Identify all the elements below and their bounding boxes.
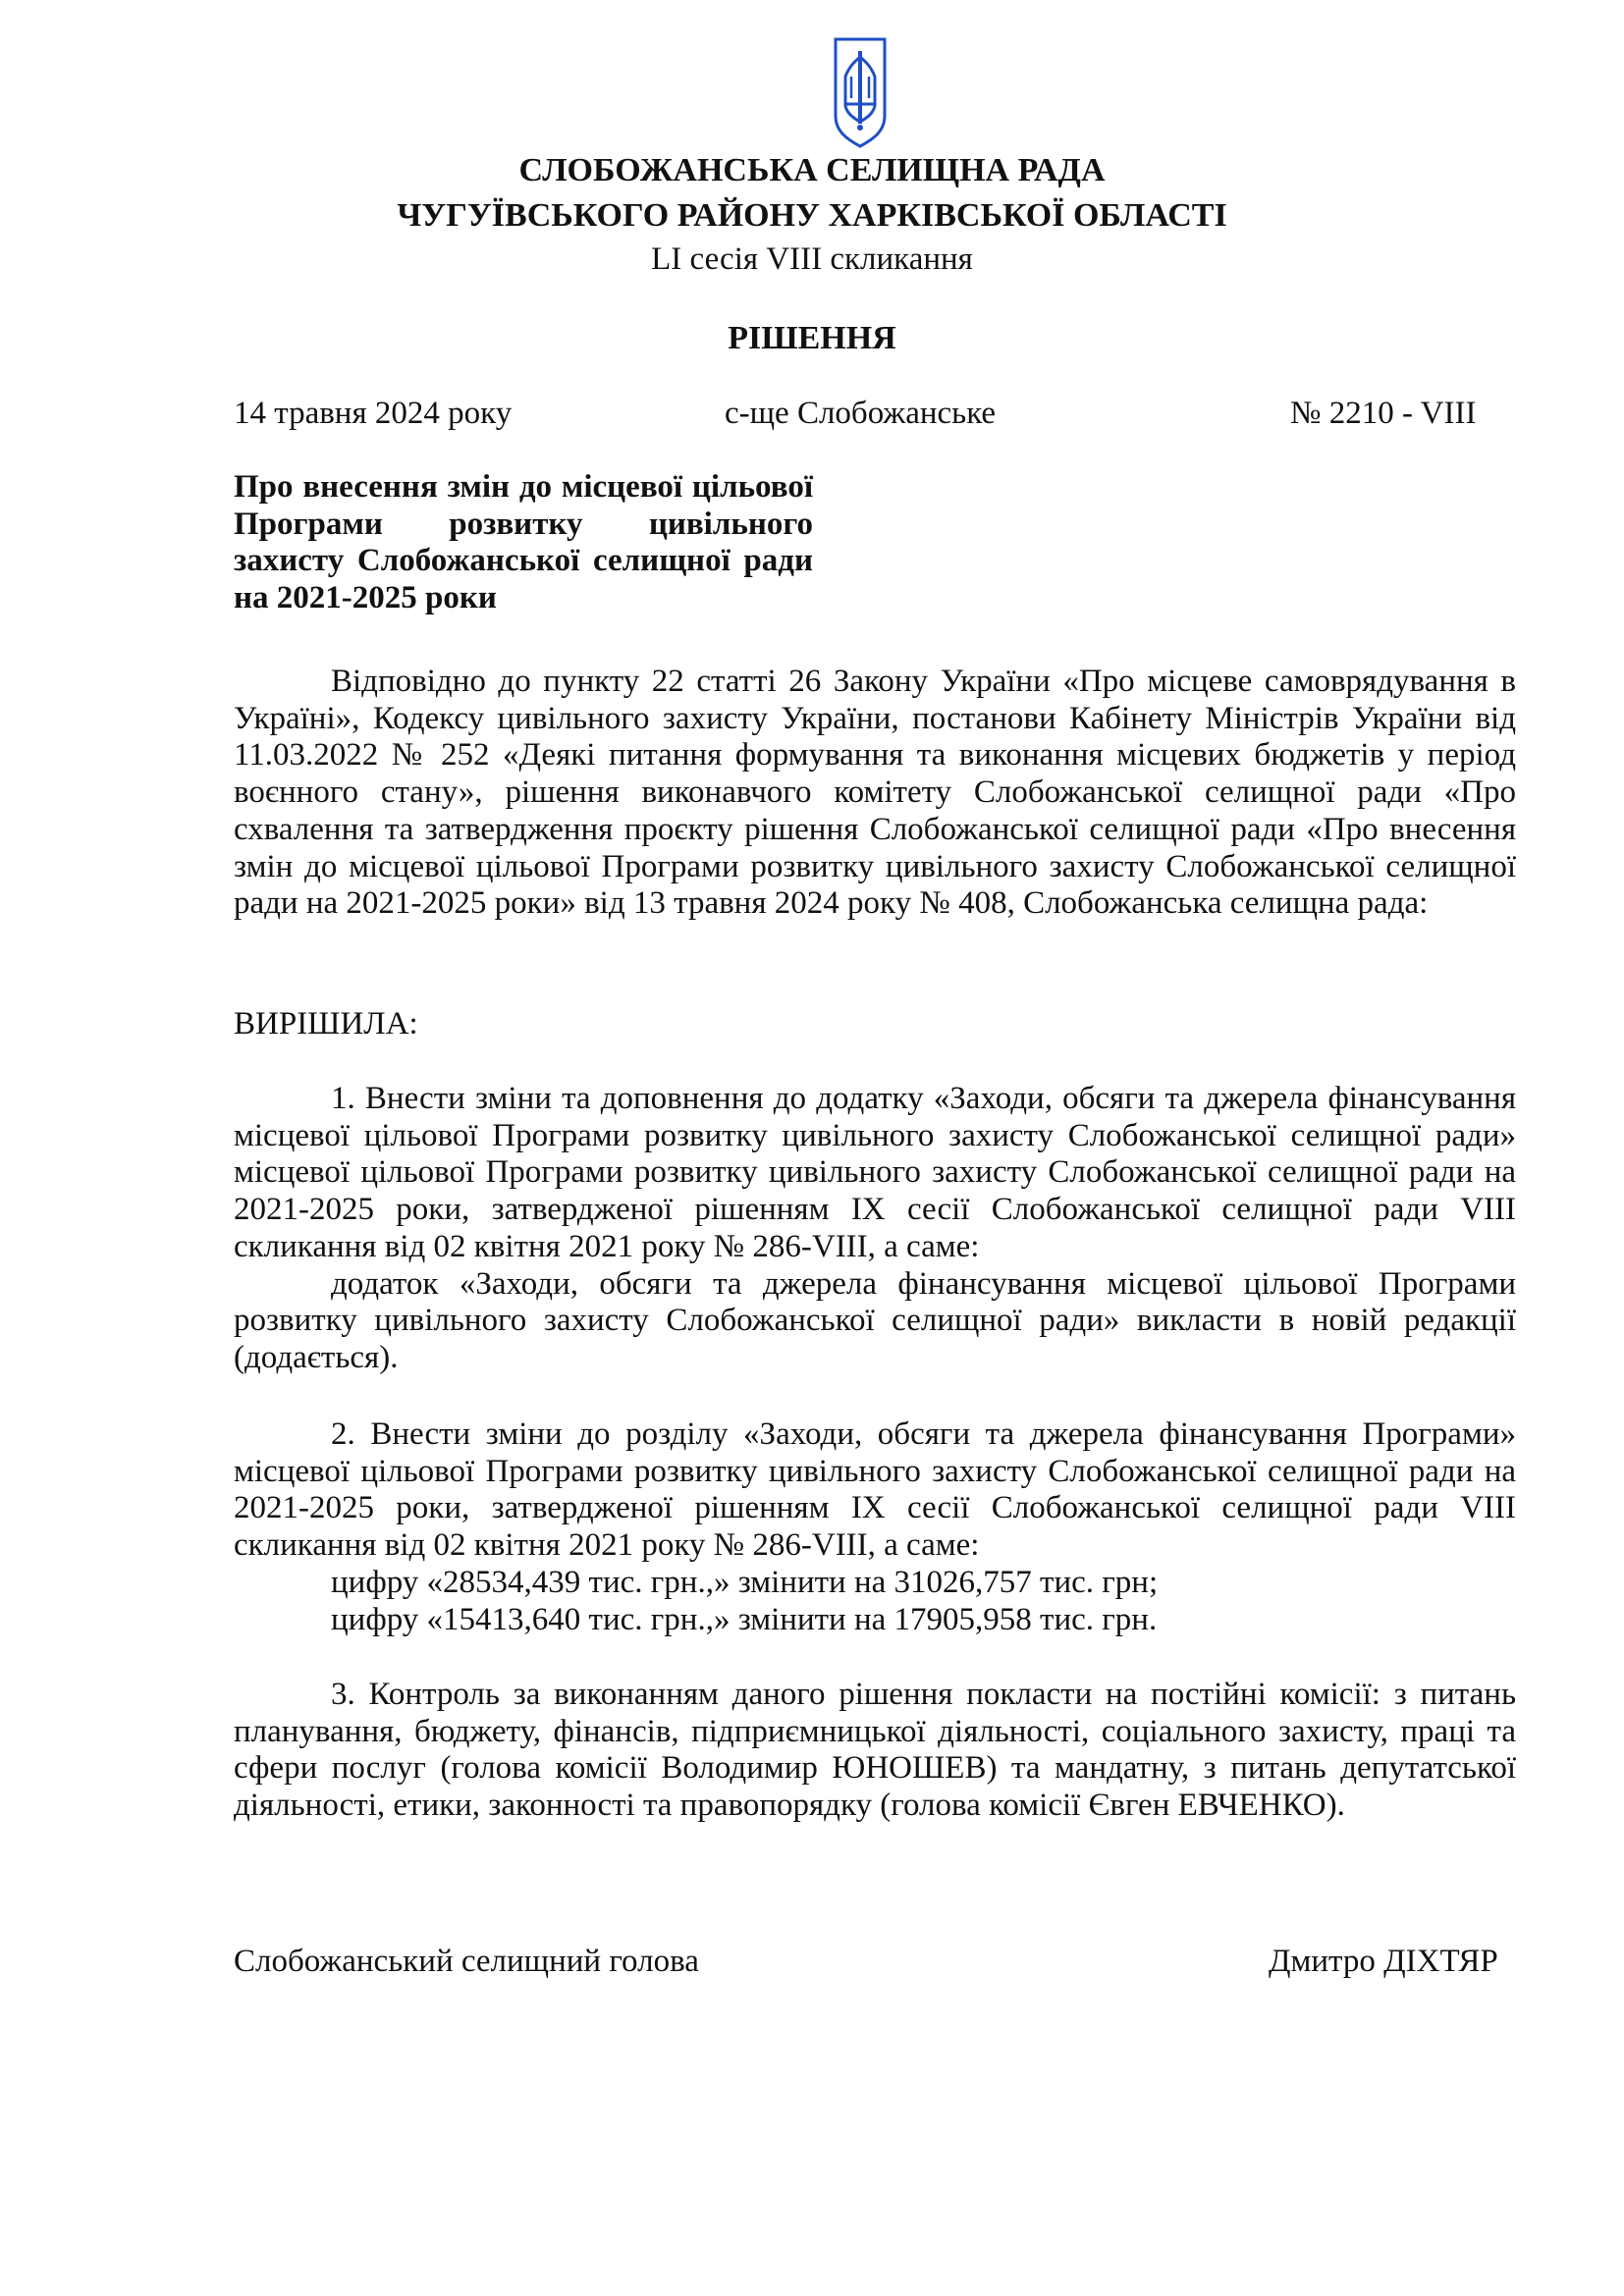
item-2-sub-1: цифру «28534,439 тис. грн.,» змінити на 31026,757 тис. грн; [331,1564,1159,1600]
signature-name: Дмитро ДІХТЯР [1269,1944,1498,1979]
item-1-text: 1. Внести зміни та доповнення до додатку «Заходи, обсяги та джерела фінансування місцевої цільової Програми розвитку цивільного захисту Слобожанської селищної ради» місцевої цільової Програми розвитку цивільного захисту Слобожанської селищної ради на 2021-2025 роки, затвердженої рішенням IX сесії Слобожанської селищної ради VIII скликання від 02 квітня 2021 року № 286-VIII, а саме: [234,1081,1516,1264]
item-3-text: 3. Контроль за виконанням даного рішення покласти на постійні комісії: з питань планування, бюджету, фінансів, підприємницької діяльності, соціального захисту, праці та сфери послуг (голова комісії Володимир ЮНОШЕВ) та мандатну, з питань депутатської діяльності, етики, законності та правопорядку (голова комісії Євген ЕВЧЕНКО). [234,1677,1516,1824]
item-3 [234,1677,1516,1825]
session-line: LI сесія VIII скликання [651,241,973,277]
item-2-text: 2. Внести зміни до розділу «Заходи, обсяги та джерела фінансування Програми» місцевої цільової Програми розвитку цивільного захисту Слобожанської селищної ради на 2021-2025 роки, затвердженої рішенням IX сесії Слобожанської селищної ради VIII скликання від 02 квітня 2021 року № 286-VIII, а саме: [234,1416,1516,1564]
decision-subject [234,469,813,616]
coat-of-arms-icon [834,37,887,148]
decision-number: № 2210 - VIII [1290,396,1477,431]
signature-title: Слобожанський селищний голова [234,1944,699,1979]
item-2 [234,1416,1516,1638]
decision-place: с-ще Слобожанське [725,396,997,431]
subject-line: Програми розвитку цивільного [234,506,813,542]
preamble-text: Відповідно до пункту 22 статті 26 Закону України «Про місцеве самоврядування в Україні», Кодексу цивільного захисту України, постанови Кабінету Міністрів України від 11.03.2022 № 252 «Деякі питання формування та виконання місцевих бюджетів у період воєнного стану», рішення виконавчого комітету Слобожанської селищної ради «Про схвалення та затвердження проєкту рішення Слобожанської селищної ради «Про внесення змін до місцевої цільової Програми розвитку цивільного захисту Слобожанської селищної ради на 2021-2025 роки» від 13 травня 2024 року № 408, Слобожанська селищна рада: [234,664,1516,922]
organization-name: СЛОБОЖАНСЬКА СЕЛИЩНА РАДА [518,152,1106,188]
item-1-sub-text: додаток «Заходи, обсяги та джерела фінансування місцевої цільової Програми розвитку цивільного захисту Слобожанської селищної ради» викласти в новій редакції (додається). [234,1265,1516,1375]
preamble-paragraph [234,664,1516,923]
item-1 [234,1081,1516,1377]
resolved-heading: ВИРІШИЛА: [234,1006,418,1041]
document-type-title: РІШЕННЯ [728,320,896,356]
subject-line: Про внесення змін до місцевої цільової [234,469,813,505]
item-2-sub-2: цифру «15413,640 тис. грн.,» змінити на 17905,958 тис. грн. [331,1601,1158,1637]
decision-date: 14 травня 2024 року [234,396,513,431]
organization-region: ЧУГУЇВСЬКОГО РАЙОНУ ХАРКІВСЬКОЇ ОБЛАСТІ [397,197,1227,234]
subject-line: на 2021-2025 роки [234,579,497,615]
subject-line: захисту Слобожанської селищної ради [234,543,813,578]
